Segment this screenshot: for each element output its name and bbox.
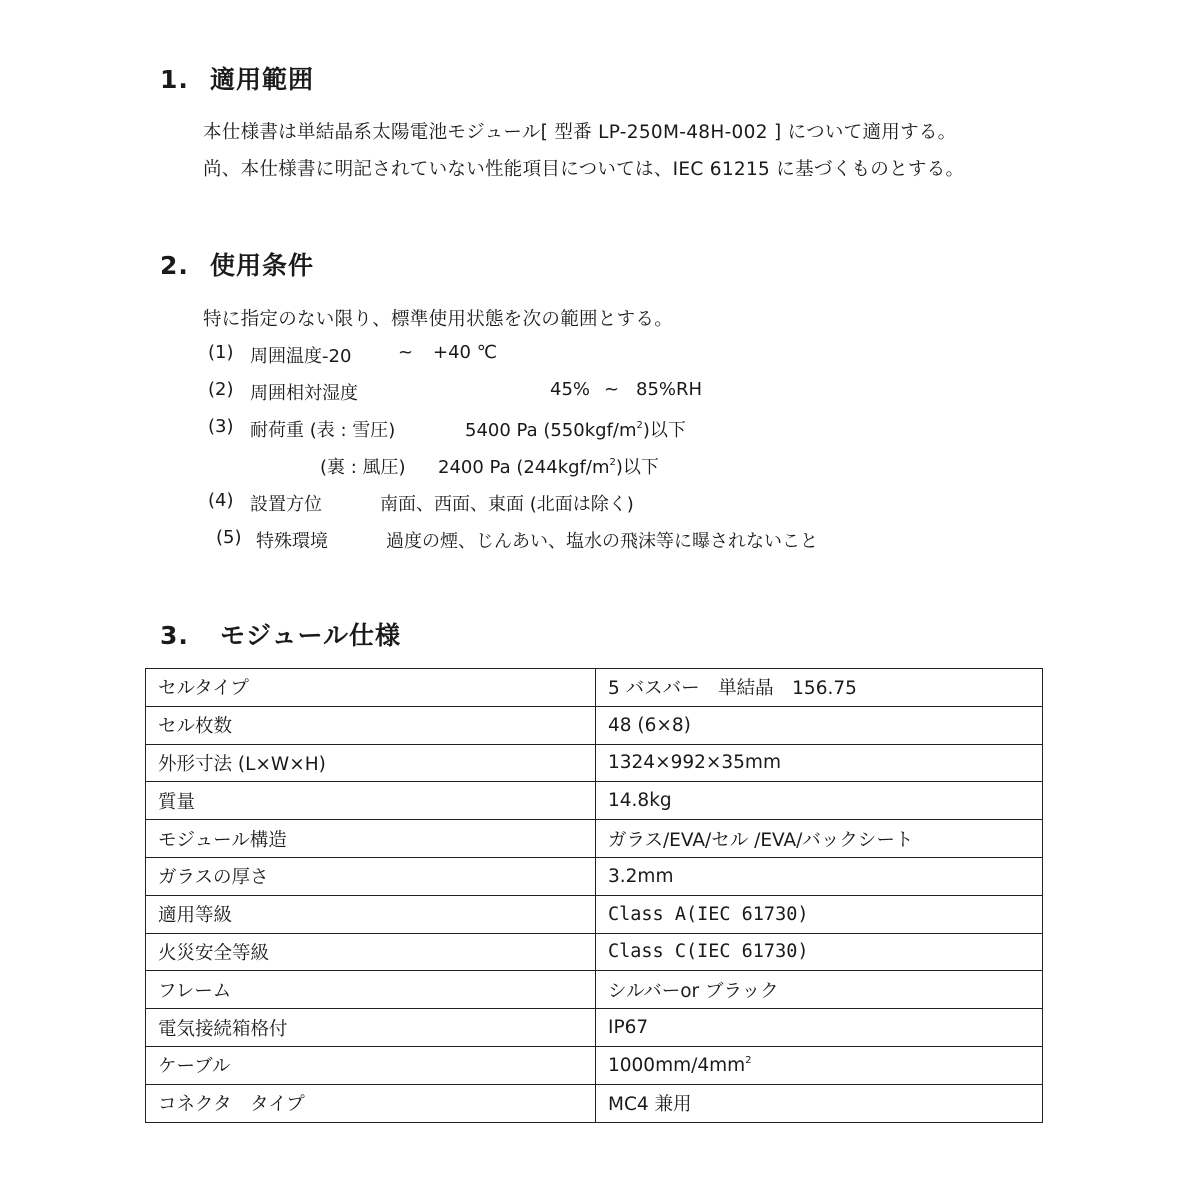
table-row (146, 820, 1043, 858)
spec-key: フレーム (146, 971, 596, 1009)
spec-value: 1324×992×35mm (596, 744, 1043, 782)
condition-4-value: 南面、西面、東面 (北面は除く) (380, 494, 634, 515)
condition-3-back-superscript: 2 (609, 457, 616, 468)
condition-2-from: 45% (550, 379, 591, 400)
condition-5-number: (5) (216, 527, 242, 548)
spec-value (596, 1046, 1043, 1084)
table-row (146, 1046, 1043, 1084)
table-row (146, 971, 1043, 1009)
condition-2-number: (2) (208, 379, 234, 400)
spec-value: 3.2mm (596, 857, 1043, 895)
section1-number: 1. (160, 65, 189, 94)
spec-value: 48 (6×8) (596, 706, 1043, 744)
spec-key: 電気接続箱格付 (146, 1009, 596, 1047)
spec-value: シルバーor ブラック (596, 971, 1043, 1009)
condition-3-value (465, 416, 686, 442)
spec-key: 外形寸法 (L×W×H) (146, 744, 596, 782)
section3-title: モジュール仕様 (220, 621, 402, 650)
section3-heading (160, 616, 401, 652)
table-row (146, 895, 1043, 933)
module-spec-table (145, 668, 1043, 1123)
spec-value: Class C(IEC 61730) (596, 933, 1043, 971)
table-row (146, 1084, 1043, 1122)
condition-1-value: +40 ℃ (433, 342, 497, 363)
table-row (146, 706, 1043, 744)
condition-3-back-label: (裏 : 風圧) (320, 457, 406, 478)
spec-key: 質量 (146, 782, 596, 820)
section1-title: 適用範囲 (210, 65, 315, 94)
spec-value: IP67 (596, 1009, 1043, 1047)
section1-heading (160, 60, 314, 96)
spec-key: ケーブル (146, 1046, 596, 1084)
section1-paragraph-line1: 本仕様書は単結晶系太陽電池モジュール[ 型番 LP-250M-48H-002 ] について適用する。 (203, 122, 957, 143)
spec-key: 適用等級 (146, 895, 596, 933)
spec-key: コネクタ タイプ (146, 1084, 596, 1122)
condition-3-number: (3) (208, 416, 234, 437)
spec-value: 14.8kg (596, 782, 1043, 820)
spec-key: ガラスの厚さ (146, 857, 596, 895)
condition-3-suffix: )以下 (642, 420, 686, 441)
spec-value: Class A(IEC 61730) (596, 895, 1043, 933)
section2-title: 使用条件 (210, 251, 315, 280)
spec-key: 火災安全等級 (146, 933, 596, 971)
spec-value: 5 バスバー 単結晶 156.75 (596, 669, 1043, 707)
spec-value: ガラス/EVA/セル /EVA/バックシート (596, 820, 1043, 858)
section2-heading (160, 246, 314, 282)
section3-number: 3. (160, 621, 189, 650)
condition-1-tilde: ~ (398, 342, 414, 363)
condition-2-to: 85%RH (636, 379, 703, 400)
table-row (146, 1009, 1043, 1047)
cable-spec-superscript: 2 (745, 1054, 752, 1066)
condition-3-back-suffix: )以下 (615, 457, 659, 478)
condition-1-label: 周囲温度-20 (250, 346, 352, 367)
condition-3-label: 耐荷重 (表 : 雪圧) (250, 420, 396, 441)
condition-4-number: (4) (208, 490, 234, 511)
condition-4-label: 設置方位 (250, 494, 322, 515)
spec-value: MC4 兼用 (596, 1084, 1043, 1122)
table-row (146, 669, 1043, 707)
condition-3-value-text: 5400 Pa (550kgf/m (465, 420, 637, 441)
table-row (146, 782, 1043, 820)
spec-key: セルタイプ (146, 669, 596, 707)
table-row (146, 744, 1043, 782)
section2-intro: 特に指定のない限り、標準使用状態を次の範囲とする。 (203, 309, 674, 330)
cable-spec-text: 1000mm/4mm (608, 1054, 746, 1076)
condition-2-tilde: ~ (604, 379, 620, 400)
condition-5-value: 過度の煙、じんあい、塩水の飛沫等に曝されないこと (386, 531, 818, 552)
condition-3-back-value-text: 2400 Pa (244kgf/m (438, 457, 610, 478)
condition-2-label: 周囲相対湿度 (250, 383, 358, 404)
section2-number: 2. (160, 251, 189, 280)
spec-key: モジュール構造 (146, 820, 596, 858)
condition-3-back-value (438, 453, 659, 479)
condition-5-label: 特殊環境 (256, 531, 328, 552)
condition-1-number: (1) (208, 342, 234, 363)
section1-paragraph-line2: 尚、本仕様書に明記されていない性能項目については、IEC 61215 に基づくものとする。 (203, 159, 965, 180)
table-row (146, 933, 1043, 971)
table-row (146, 857, 1043, 895)
condition-3-superscript: 2 (636, 420, 643, 431)
spec-key: セル枚数 (146, 706, 596, 744)
